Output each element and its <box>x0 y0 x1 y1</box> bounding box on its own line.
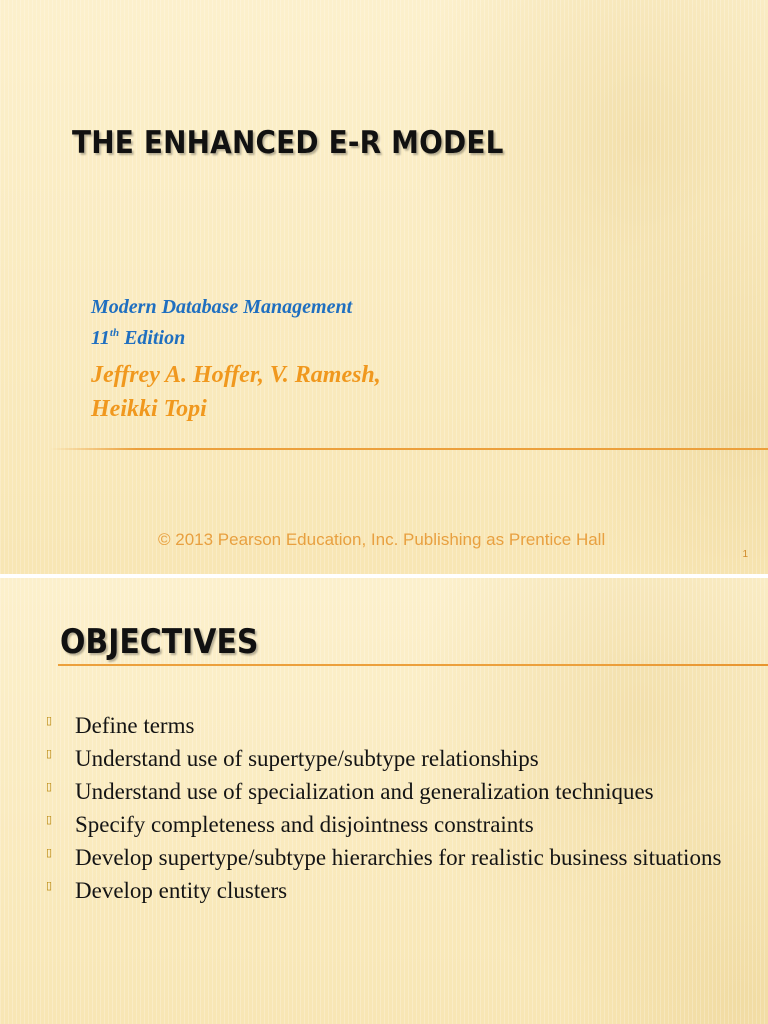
edition-number: 11 <box>91 327 110 349</box>
copyright-footer: © 2013 Pearson Education, Inc. Publishing as Prentice Hall <box>158 530 606 549</box>
divider-line <box>50 448 768 450</box>
bullet-text: Understand use of specialization and generalization techniques <box>75 779 654 804</box>
box-bullet-icon: ▯ <box>46 880 53 892</box>
bullet-text: Define terms <box>75 713 195 738</box>
page-number: 1 <box>742 549 748 560</box>
list-item <box>46 778 746 806</box>
authors-line-1: Jeffrey A. Hoffer, V. Ramesh, <box>91 362 381 388</box>
box-bullet-icon: ▯ <box>46 781 53 793</box>
bullet-text: Specify completeness and disjointness constraints <box>75 812 534 837</box>
list-item <box>46 811 746 839</box>
book-title: Modern Database Management <box>91 296 353 318</box>
list-item <box>46 712 746 740</box>
bullet-text: Develop supertype/subtype hierarchies for realistic business situations <box>75 845 722 870</box>
title-underline <box>58 664 768 666</box>
edition-suffix: th <box>109 327 120 339</box>
list-item <box>46 877 746 905</box>
edition-line <box>91 327 185 350</box>
list-item <box>46 844 746 872</box>
box-bullet-icon: ▯ <box>46 847 53 859</box>
authors-line-2: Heikki Topi <box>91 396 207 422</box>
box-bullet-icon: ▯ <box>46 748 53 760</box>
slide-title: OBJECTIVES <box>60 622 259 662</box>
bullet-text: Develop entity clusters <box>75 878 288 903</box>
bullet-text: Understand use of supertype/subtype relationships <box>75 746 539 771</box>
slide-title: THE ENHANCED E-R MODEL <box>72 125 504 161</box>
box-bullet-icon: ▯ <box>46 814 53 826</box>
objectives-slide <box>0 578 768 1024</box>
objectives-list <box>46 712 746 910</box>
edition-label: Edition <box>119 327 186 349</box>
box-bullet-icon: ▯ <box>46 715 53 727</box>
list-item <box>46 745 746 773</box>
